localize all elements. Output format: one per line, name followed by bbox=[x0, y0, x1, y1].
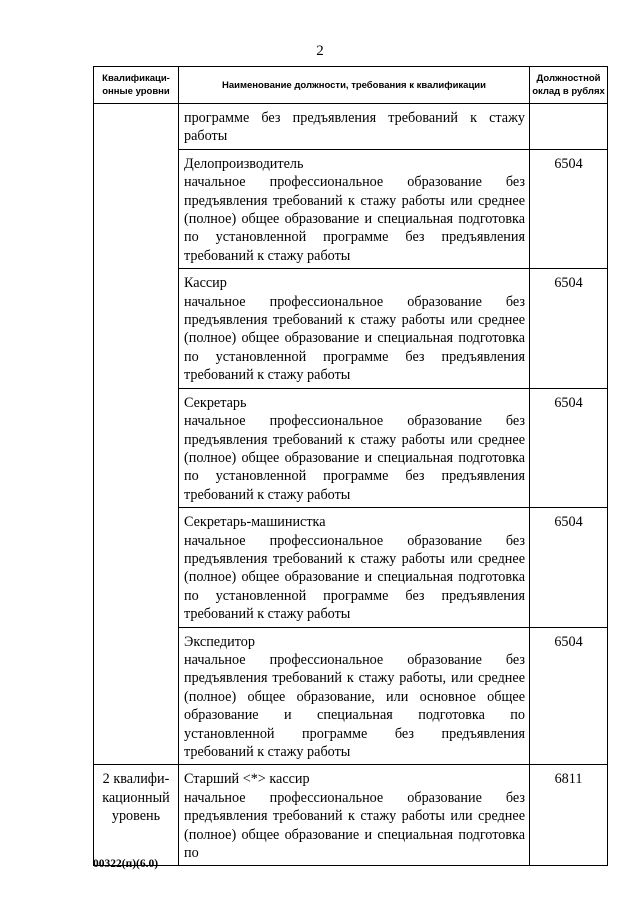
position-title: Кассир bbox=[184, 275, 227, 292]
position-cell bbox=[179, 149, 530, 268]
salary-value: 6504 bbox=[554, 633, 583, 650]
header-level: Квалификаци-онные уровни bbox=[94, 67, 179, 104]
position-title: Делопроизводитель bbox=[184, 155, 304, 172]
salary-cell bbox=[530, 388, 608, 507]
salary-cell bbox=[530, 627, 608, 765]
position-cell bbox=[179, 508, 530, 627]
level-label: 2 квалифи-кационный уровень bbox=[102, 771, 170, 825]
position-requirements: начальное профессиональное образование без предъявления требований к стажу работы или среднее (полное) общее образование и специальная подготовка по установленной программе без предъявления требований к стажу работы bbox=[184, 174, 525, 264]
position-title: Секретарь-машинистка bbox=[184, 514, 326, 531]
salary-value: 6504 bbox=[554, 514, 583, 531]
table-row bbox=[94, 104, 608, 150]
position-cell bbox=[179, 765, 530, 866]
page-number: 2 bbox=[316, 43, 324, 59]
salary-cell bbox=[530, 765, 608, 866]
level-cell-empty bbox=[94, 104, 179, 765]
position-requirements: начальное профессиональное образование без предъявления требований к стажу работы, или среднее (полное) общее образование, или основное общее образование и специальная подготовка по установленной программе без предъявления требований к стажу работы bbox=[184, 651, 525, 760]
salary-value: 6504 bbox=[554, 155, 583, 172]
qualification-table bbox=[93, 66, 608, 866]
position-title: Секретарь bbox=[184, 394, 247, 411]
position-requirements: начальное профессиональное образование без предъявления требований к стажу работы или среднее (полное) общее образование и специальная подготовка по установленной программе без предъявления требований к стажу работы bbox=[184, 532, 525, 623]
position-requirements: начальное профессиональное образование без предъявления требований к стажу работы или среднее (полное) общее образование и специальная подготовка по bbox=[184, 789, 525, 862]
position-title: Экспедитор bbox=[184, 633, 255, 650]
position-requirements: начальное профессиональное образование без предъявления требований к стажу работы или среднее (полное) общее образование и специальная подготовка по установленной программе без предъявления требований к стажу работы bbox=[184, 413, 525, 503]
position-cell bbox=[179, 269, 530, 388]
continuation-text: программе без предъявления требований к стажу работы bbox=[184, 110, 525, 145]
header-salary: Должностной оклад в рублях bbox=[530, 67, 608, 104]
table-header-row bbox=[94, 67, 608, 104]
position-title: Старший <*> кассир bbox=[184, 771, 310, 788]
continuation-cell bbox=[179, 104, 530, 150]
salary-value: 6504 bbox=[554, 394, 583, 411]
salary-cell bbox=[530, 508, 608, 627]
salary-cell bbox=[530, 269, 608, 388]
level-cell bbox=[94, 765, 179, 866]
salary-value: 6504 bbox=[554, 275, 583, 292]
table-row bbox=[94, 765, 608, 866]
salary-cell-empty bbox=[530, 104, 608, 150]
document-code: 00322(п)(6.0) bbox=[93, 858, 159, 870]
position-requirements: начальное профессиональное образование без предъявления требований к стажу работы или среднее (полное) общее образование и специальная подготовка по установленной программе без предъявления требований к стажу работы bbox=[184, 293, 525, 384]
salary-cell bbox=[530, 149, 608, 268]
header-position: Наименование должности, требования к квалификации bbox=[179, 67, 530, 104]
position-cell bbox=[179, 388, 530, 507]
salary-value: 6811 bbox=[554, 771, 583, 788]
position-cell bbox=[179, 627, 530, 765]
